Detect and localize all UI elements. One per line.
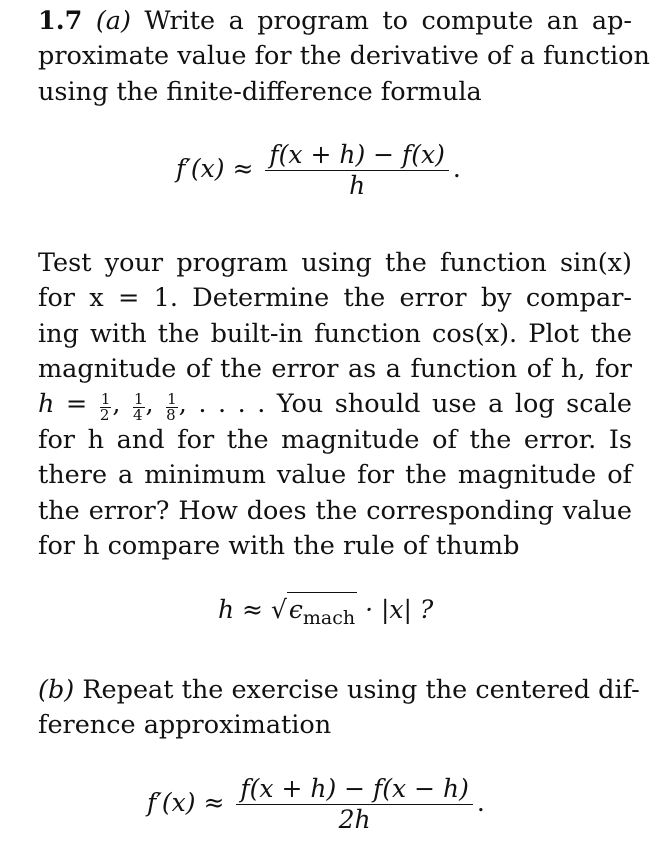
part-a-label: (a)	[95, 6, 131, 36]
forward-difference-formula	[176, 140, 461, 201]
test-line-1: Test your program using the function sin(x)	[38, 248, 632, 278]
formula-lhs: f′(x) ≈	[147, 788, 225, 817]
formula-numerator: f(x + h) − f(x − h)	[236, 774, 472, 805]
centered-difference-formula	[147, 774, 485, 835]
h-fraction-2: $\frac{1}{4}$	[133, 390, 144, 425]
h-fraction-3: $\frac{1}{8}$	[166, 390, 177, 425]
formula-fraction	[236, 774, 472, 835]
h-values-line	[38, 387, 632, 423]
rule-tail: · |x| ?	[365, 595, 434, 624]
h-after-text: You should use a log scale	[276, 389, 633, 420]
formula-numerator: f(x + h) − f(x)	[265, 140, 449, 171]
intro-line-3: using the finite-difference formula	[38, 76, 482, 107]
intro-line-1: 1.7 (a) Write a program to compute an ap-	[38, 6, 633, 36]
formula-end: .	[476, 788, 485, 817]
test-line-7: there a minimum value for the magnitude of	[38, 460, 632, 491]
part-b-intro	[38, 673, 640, 744]
sqrt-symbol: √	[270, 595, 287, 624]
test-line-6: for h and for the magnitude of the error. Is	[38, 425, 632, 456]
part-b-label: (b)	[38, 675, 75, 705]
problem-number: 1.7	[38, 6, 83, 36]
formula-lhs: f′(x) ≈	[176, 154, 254, 183]
formula-denominator: h	[349, 171, 366, 200]
formula-end: .	[452, 154, 461, 183]
test-line-9: for h compare with the rule of thumb	[38, 531, 520, 562]
sqrt-radicand: $\epsilon_{mach}$	[287, 592, 357, 629]
formula-fraction	[265, 140, 449, 201]
intro-line-2: proximate value for the derivative of a function	[38, 41, 650, 72]
part-b-line-1: (b) Repeat the exercise using the centered dif-	[38, 675, 640, 705]
test-instructions	[38, 246, 632, 564]
h-prefix: h = $\frac{1}{2}$ , $\frac{1}{4}$ , $\frac{1}{8}$ , . . . .	[38, 389, 266, 425]
mach-subscript: mach	[302, 607, 356, 629]
test-line-8: the error? How does the corresponding value	[38, 495, 632, 526]
test-line-4: magnitude of the error as a function of h, for	[38, 353, 632, 384]
test-line-2: for x = 1. Determine the error by compar-	[38, 283, 632, 314]
h-fraction-1: $\frac{1}{2}$	[99, 390, 111, 425]
test-line-3: ing with the built-in function cos(x). Plot the	[38, 318, 632, 349]
rule-of-thumb-formula: $h \approx √\epsilon_{mach} \cdot |x|$ ?	[218, 592, 433, 629]
part-a-intro	[38, 4, 650, 110]
part-b-line-2: ference approximation	[38, 710, 332, 741]
formula-denominator: 2h	[338, 805, 371, 834]
